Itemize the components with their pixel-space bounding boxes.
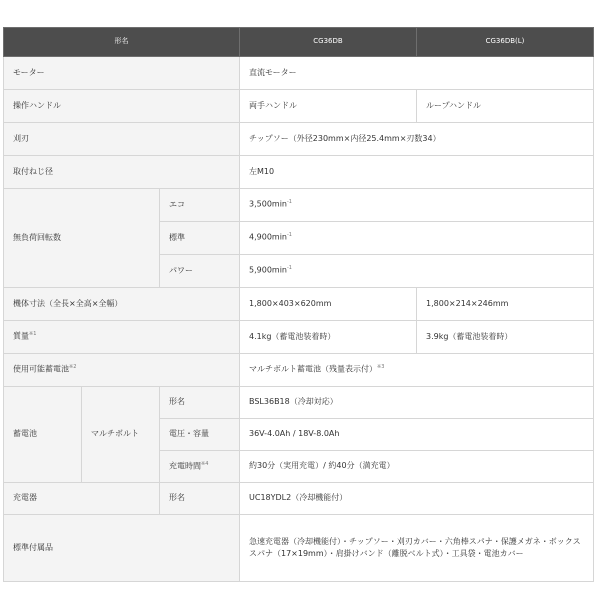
dimensions-value-a: 1,800×403×620mm: [240, 288, 417, 321]
battery-usable-value-footnote: ※3: [377, 364, 385, 371]
battery-charge-label: 充電時間: [169, 461, 201, 471]
accessories-value: 急速充電器（冷却機能付）・チップソー・刈刃カバー・六角棒スパナ・保護メガネ・ボックススパナ（17×19mm）・肩掛けバンド（離脱ベルト式）・工具袋・電池カバー: [240, 515, 594, 582]
handle-label: 操作ハンドル: [4, 90, 240, 123]
battery-usable-value-cell: [240, 354, 594, 387]
row-battery-model: [4, 387, 594, 419]
row-charger: [4, 483, 594, 515]
spec-table: [3, 27, 594, 582]
header-model-b: CG36DB(L): [417, 28, 594, 57]
rpm-std-cell: [240, 222, 594, 255]
row-handle: [4, 90, 594, 123]
rpm-eco-cell: [240, 189, 594, 222]
charger-model-label: 形名: [160, 483, 240, 515]
weight-label: 質量: [13, 331, 29, 341]
battery-voltage-value: 36V-4.0Ah / 18V-8.0Ah: [240, 419, 594, 451]
weight-footnote: ※1: [29, 331, 37, 338]
rpm-std-label: 標準: [160, 222, 240, 255]
header-model-a: CG36DB: [240, 28, 417, 57]
battery-label: 蓄電池: [4, 387, 82, 483]
rpm-eco-label: エコ: [160, 189, 240, 222]
rpm-power-unit-exponent: -1: [287, 265, 292, 272]
battery-usable-value: マルチボルト蓄電池（残量表示付）: [249, 364, 377, 374]
header-row: [4, 28, 594, 57]
row-weight: [4, 321, 594, 354]
row-screw: [4, 156, 594, 189]
charger-label: 充電器: [4, 483, 160, 515]
handle-value-a: 両手ハンドル: [240, 90, 417, 123]
motor-value: 直流モーター: [240, 57, 594, 90]
battery-charge-footnote: ※4: [201, 460, 209, 467]
weight-label-cell: [4, 321, 240, 354]
rpm-std-value: 4,900min: [249, 232, 287, 242]
screw-value: 左M10: [240, 156, 594, 189]
battery-charge-value: 約30分（実用充電）/ 約40分（満充電）: [240, 451, 594, 483]
rpm-power-value: 5,900min: [249, 265, 287, 275]
battery-group-label: マルチボルト: [82, 387, 160, 483]
rpm-eco-value: 3,500min: [249, 199, 287, 209]
weight-value-a: 4.1kg（蓄電池装着時）: [240, 321, 417, 354]
battery-model-label: 形名: [160, 387, 240, 419]
rpm-eco-unit-exponent: -1: [287, 199, 292, 206]
battery-model-value: BSL36B18（冷却対応）: [240, 387, 594, 419]
rpm-power-cell: [240, 255, 594, 288]
rpm-std-unit-exponent: -1: [287, 232, 292, 239]
blade-value: チップソー（外径230mm×内径25.4mm×刃数34）: [240, 123, 594, 156]
row-rpm-eco: [4, 189, 594, 222]
battery-voltage-label: 電圧・容量: [160, 419, 240, 451]
motor-label: モーター: [4, 57, 240, 90]
rpm-label: 無負荷回転数: [4, 189, 160, 288]
charger-value: UC18YDL2（冷却機能付）: [240, 483, 594, 515]
row-accessories: [4, 515, 594, 582]
row-dimensions: [4, 288, 594, 321]
rpm-power-label: パワー: [160, 255, 240, 288]
battery-charge-label-cell: [160, 451, 240, 483]
row-motor: [4, 57, 594, 90]
battery-usable-label: 使用可能蓄電池: [13, 364, 69, 374]
row-blade: [4, 123, 594, 156]
weight-value-b: 3.9kg（蓄電池装着時）: [417, 321, 594, 354]
screw-label: 取付ねじ径: [4, 156, 240, 189]
accessories-label: 標準付属品: [4, 515, 240, 582]
blade-label: 刈刃: [4, 123, 240, 156]
dimensions-value-b: 1,800×214×246mm: [417, 288, 594, 321]
row-battery-usable: [4, 354, 594, 387]
dimensions-label: 機体寸法（全長×全高×全幅）: [4, 288, 240, 321]
handle-value-b: ループハンドル: [417, 90, 594, 123]
battery-usable-footnote: ※2: [69, 364, 77, 371]
header-label: 形名: [4, 28, 240, 57]
battery-usable-label-cell: [4, 354, 240, 387]
